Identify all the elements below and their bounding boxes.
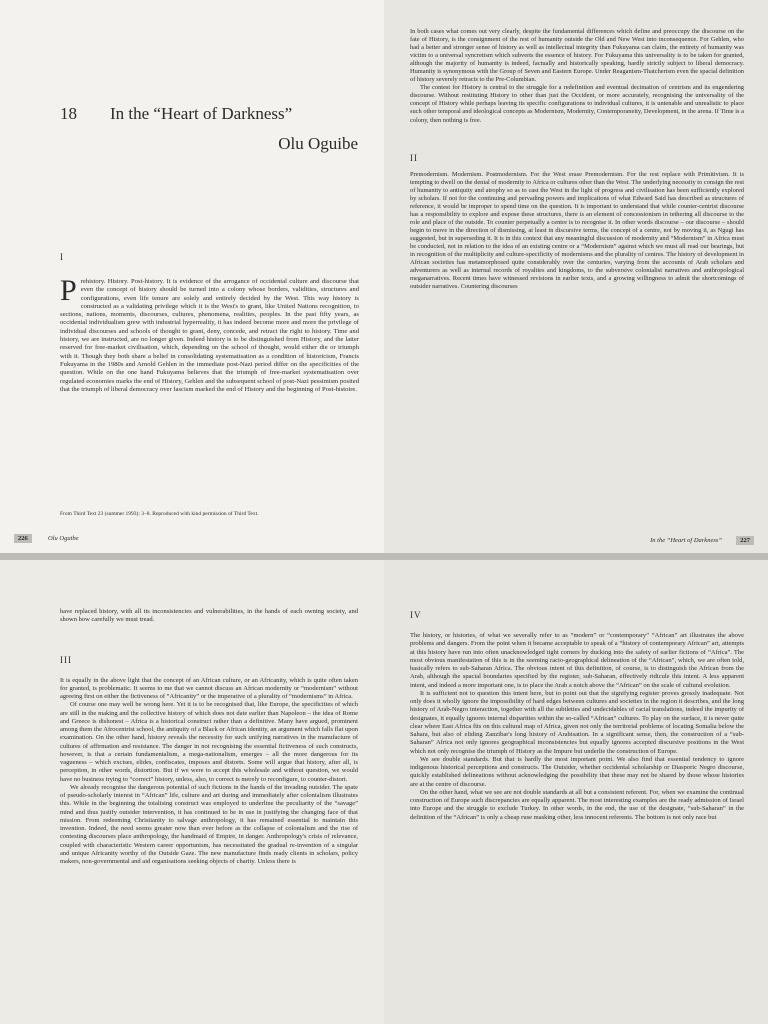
paragraph: The contest for History is central to the struggle for a redefinition and eventual decimation of centrism and its engendering discourse. Without restituting History to other than just the Occident, or more accurately, recognising the universality of the concept of History while perhaps leaving its specific configurations to individual cultures, it is untenable and unrealistic to place such other temporal and ideological concepts as Modernism, Modernity, Contemporaneity, Development, in the arena. If Time is a colony, then nothing is free. bbox=[410, 84, 744, 124]
section-1-body bbox=[60, 274, 359, 394]
paragraph: Premodernism. Modernism. Postmodernism. For the West erase Premodernism. For the rest replace with Primitivism. It is tempting to dwell on the denial of modernity to Africa or cultures other than the West. The underlying necessity to consign the rest of humanity to antiquity and atrophy so as to cast the West in the light of progress and civilisation has been sufficiently explored by scholars. If not for the continuing and pervading powers and implications of what Edward Said has described as structures of reference, it would be improper to spend time on the question. It is important to understand that while counter-centrist discourse has a responsibility to explore and expose these structures, there is an element of concessionism in tethering all discourse to the role and place of the outside. To counter perpetually a centre is to recognise it. In other words discourse – our discourse – should begin to move in the direction of dismissing, at least in discursive terms, the concept of a centre, not by moving it, as Ngugi has suggested, but in superseding it. It is in this context that any meaningful discussion of modernity and “Modernism” in Africa must be conducted, not in relation to the idea of an existing centre or a “Modernism” against which we must all read our bearings, but in recognition of the multiplicity and culture-specificity of modernisms and the plurality of centres. The history of development in African societies has metamorphosed quite considerably over the centuries, varying from the accounts of Arab scholars and adventurers as well as internal records of royalties and kingdoms, to the subversive colonialist narratives and anthropological meganarratives. Recent times have witnessed revisions in earlier texts, and a growing willingness to admit the shortcomings of outsider narratives. Countering discourses bbox=[410, 170, 744, 291]
paragraph: We already recognise the dangerous potential of such fictions in the hands of the invading outsider. The spate of pseudo-scholarly interest in “African” life, culture and art during and immediately after colonialism illustrates this. While in the beginning the totalising construct was employed to underline the peculiarity of the “savage” mind and thus justify outsider intervention, it has continued to be in use in justifying the changing face of that mission. From redeeming Christianity to salvage anthropology, it has remained essential to maintain this invention. Indeed, the need seems greater now than ever before as the collapse of colonialism and the rise of contesting discourses place anthropology, the handmaid of Empire, in danger. Anthropology's crisis of relevance, coupled with characteristic Western career opportunism, has necessitated the gradual re-invention of a singular and unique Africanity worthy of the Outside Gaze. The new manufacture finds ready clients in scholars, policy makers, non-governmental and aid organisations seeking objects of charity. Unless there is bbox=[60, 783, 358, 865]
paragraph: It is sufficient not to question this intent here, but to point out that the signifying register proves grossly inadequate. Not only does it wholly ignore the impossibility of hard edges between cultures and societies in the region it describes, and the long history of Arab-Negro interaction, together with all the subtleties and undecidables of racial translations, indeed the impurity of designates, it equally ignores internal disparities within the so-called “African” cultures. To play on the surface, it is never quite clear where East Africa fits on this cultural map of Africa, given not only the territorial problems of locating Somalia below the Sahara, but also of eliding Zanzibar's long history of Arabisation. In a significant sense, then, the construction of a “sub-Saharan” Africa not only ignores geographical inconsistencies but equally ignores accepted discursive positions in the West which not only recognise the triumph of History as the Impure but underlie the construction of Europe. bbox=[410, 689, 744, 755]
page-226 bbox=[0, 0, 384, 553]
page-229 bbox=[384, 560, 768, 1024]
paragraph: On the other hand, what we see are not double standards at all but a consistent referent. For, when we examine the continual construction of Europe such discrepancies are equally apparent. The most interesting examples are the ready admission of Israel into Europe and the struggle to exclude Turkey. In other words, in the end, the use of the designate, “sub-Saharan” in the definition of the “African” is only a cheap ruse masking other, less innocent referents. The bottom is not only race but bbox=[410, 788, 744, 821]
paragraph: We see double standards. But that is hardly the most important point. We also find that essential tendency to ignore indigenous historical perceptions and constructs. The Outsider, whether occidental scholarship or Diasporic Negro discourse, quickly established delineations without acknowledging the possibility that these may not be shared by those whose histories are at the centre of discourse. bbox=[410, 755, 744, 788]
page-228 bbox=[0, 560, 384, 1024]
paragraph: In both cases what comes out very clearly, despite the fundamental differences which define and preoccupy the discourse on the fate of History, is the consignment of the rest of humanity outside the Old and New West into inconsequence. For Gehlen, who had a better and stronger sense of history as well as intellectual integrity than Fukuyama can claim, the entirety of humanity was victim to a universal syncretism which subverts the essence of history. For Fukuyama this universality is to be taken for granted, although the majority of humanity is indeed, factually and historically speaking, hardly strictly subject to liberal democracy. Humanity is synonymous with the Group of Seven and Eastern Europe. Under Reaganism-Thatcherism even the spacial definition of history severely retracts to the Pre-Columbian. bbox=[410, 28, 744, 84]
chapter-title: In the “Heart of Darkness” bbox=[110, 104, 293, 123]
running-footer-right bbox=[384, 536, 768, 548]
page-227 bbox=[384, 0, 768, 553]
page-number: 227 bbox=[736, 536, 754, 545]
section-heading-4: IV bbox=[410, 610, 422, 620]
page-gutter bbox=[0, 553, 768, 560]
running-footer-left bbox=[0, 534, 384, 546]
chapter-author: Olu Oguibe bbox=[278, 134, 358, 153]
chapter-heading bbox=[60, 104, 292, 124]
running-title: In the “Heart of Darkness” bbox=[650, 537, 722, 544]
section-heading-3: III bbox=[60, 654, 72, 665]
section-heading-2: II bbox=[410, 152, 418, 163]
paragraph: Of course one may well be wrong here. Yet it is to be recognised that, like Europe, the specificities of which are still in the making and the collective history of which does not date earlier than Napoleon – the idea of Rome and Greece is dishonest – Africa is a historical construct rather than a definitive. Many have argued, prominent among them the Afrocentrist school, the antiquity of a Black or African identity, an argument which falls flat upon examination. On the other hand, history reveals the necessity for such unifying narratives in the manufacture of cultures of affirmation and resistance. The danger in not recognising the essential fictiveness of such constructs, however, is that a certain fundamentalism, a mega-nationalism, emerges – all the more dangerous for its vagueness – which excises, elides, confiscates, imposes and distorts. Some will argue that history, after all, is perception, in other words, distortion. But if we were to accept this wholesale and without question, we would have no business trying to “correct” history, unless, also, to correct is merely to reconfigure, to counter-distort. bbox=[60, 701, 358, 783]
page-number: 226 bbox=[14, 534, 32, 543]
section-heading-1: I bbox=[60, 252, 64, 262]
paragraph: Prehistory. History. Post-history. It is evidence of the arrogance of occidental culture and discourse that even the concept of history should be turned into a colony whose borders, validities, structures and configurations, even life tenure are solely and entirely decided by the West. This way history is constructed as a validating privilege which it is the West's to grant, like United Nations recognition, to sections, nations, moments, discourses, cultures, phenomena, realities, peoples. In the past fifty years, as occidental individualism grew with industrial hyperreality, it has indeed become more and more the privilege of individual discourses and schools of thought to grant, deny, concede, and retract the right to history. Time and history, we are instructed, are no longer given. Indeed history is to be distinguished from History, and the latter reserved for free-market civilisation, which, depending on the school of thought, would either die or triumph with it. Though they both share a belief in consolidating systematisation as a condition of historicism, Francis Fukuyama in the 1980s and Arnold Gehlen in the immediate post-Nazi period differ on the specificities of the question. While on the one hand Fukuyama believes that the triumph of free-market systematisation over regulated economies marks the end of History, Gehlen and the subsequent school of post-Nazi pessimism posited that the triumph of liberal democracy over fascism marked the end of History and the beginning of Post-histoire. bbox=[60, 274, 359, 393]
chapter-number: 18 bbox=[60, 104, 77, 123]
running-title: Olu Oguibe bbox=[48, 535, 79, 542]
paragraph: The history, or histories, of what we severally refer to as “modern” or “contemporary” “African” art illustrates the above problems and dangers. From the point when it became acceptable to speak of a “history of contemporary African” art, attempts at this history have run into often unacknowledged tight corners by ducking into the safety of earlier fictions of “Africa”. The most obvious manifestation of this is in the seeming racio-geographical delineation of the “African”, which, we are often told, basically refers to sub-Saharan Africa. The obvious intent of this definition, of course, is to distinguish the African from the Arab, although the spacial boundaries specified by the register, sub-Saharan, effectively ridicule this intent. A less apparent intent, and indeed a more important one, is to place the Arab a notch above the “African” on the scale of cultural evolution. bbox=[410, 632, 744, 689]
source-credit: From Third Text 23 (summer 1993): 3–8. Reproduced with kind permission of Third Text. bbox=[60, 511, 259, 517]
paragraph: have replaced history, with all its inconsistencies and vulnerabilities, in the hands of each owning society, and shown how carefully we must tread. bbox=[60, 608, 358, 624]
paragraph: It is equally in the above light that the concept of an African culture, or an Africanity, which is quite often taken for granted, is problematic. It seems to me that we cannot discuss an African modernity or “modernism” without agreeing first on either the fictiveness of “Africanity” or the imperative of a plurality of “modernisms” in Africa. bbox=[60, 676, 358, 700]
